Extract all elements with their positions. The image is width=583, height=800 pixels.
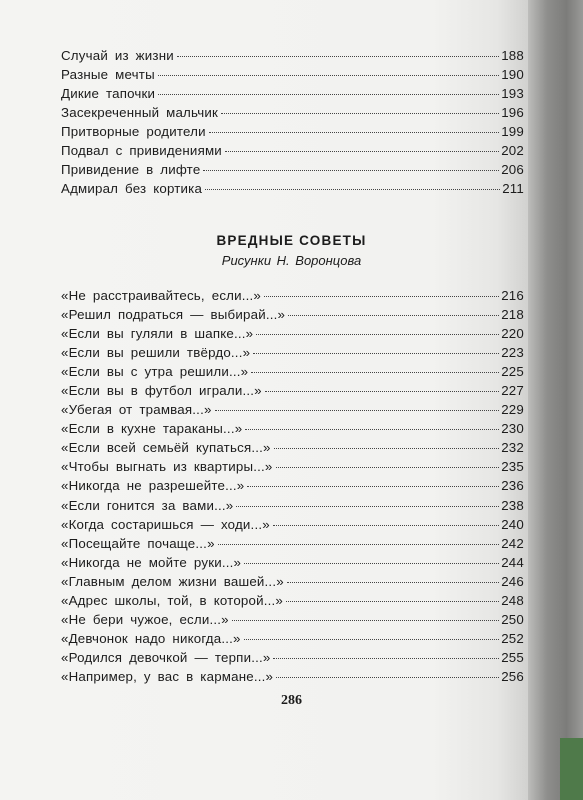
dot-leader bbox=[177, 56, 499, 57]
toc-entry bbox=[61, 457, 524, 476]
dot-leader bbox=[288, 315, 499, 316]
toc-entry bbox=[61, 610, 524, 629]
toc-entry-page: 193 bbox=[501, 86, 524, 102]
section-subtitle: Рисунки Н. Воронцова bbox=[221, 253, 362, 268]
dot-leader bbox=[276, 677, 499, 678]
dot-leader bbox=[251, 372, 499, 373]
toc-entry bbox=[61, 648, 524, 667]
toc-entry bbox=[61, 84, 524, 103]
toc-entry-title: «Адрес школы, той, в которой...» bbox=[61, 592, 284, 608]
dot-leader bbox=[287, 582, 499, 583]
toc-entry bbox=[61, 122, 524, 141]
toc-entry bbox=[61, 476, 524, 495]
toc-entry-page: 244 bbox=[501, 554, 524, 570]
toc-entry-title: «Никогда не мойте руки...» bbox=[61, 554, 242, 570]
toc-entry-title: «Родился девочкой — терпи...» bbox=[61, 649, 271, 665]
toc-entry-title: «Посещайте почаще...» bbox=[61, 535, 215, 551]
toc-entry-title: Разные мечты bbox=[61, 67, 155, 83]
toc-entry-title: «Если вы гуляли в шапке...» bbox=[61, 326, 254, 342]
toc-entry-title: «Чтобы выгнать из квартиры...» bbox=[61, 459, 273, 475]
dot-leader bbox=[253, 353, 499, 354]
toc-entry bbox=[61, 343, 524, 362]
dot-leader bbox=[245, 429, 499, 430]
toc-entry bbox=[61, 381, 524, 400]
dot-leader bbox=[273, 658, 499, 659]
toc-entry-title: Подвал с привидениями bbox=[61, 143, 222, 159]
dot-leader bbox=[158, 94, 499, 95]
toc-entry bbox=[61, 305, 524, 324]
toc-entry bbox=[61, 400, 524, 419]
toc-entry-title: Засекреченный мальчик bbox=[61, 105, 219, 121]
toc-entry-page: 256 bbox=[501, 668, 524, 684]
toc-entry-title: «Когда состаришься — ходи...» bbox=[61, 516, 270, 532]
toc-entry-title: Случай из жизни bbox=[61, 48, 174, 63]
dot-leader bbox=[274, 448, 500, 449]
toc-entry bbox=[61, 438, 524, 457]
toc-entry bbox=[61, 65, 524, 84]
dot-leader bbox=[225, 151, 499, 152]
toc-entry bbox=[61, 286, 524, 305]
toc-entry-title: «Например, у вас в кармане...» bbox=[61, 668, 274, 684]
toc-entry bbox=[61, 179, 524, 198]
dot-leader bbox=[232, 620, 499, 621]
toc-entry-page: 211 bbox=[502, 181, 524, 197]
toc-entry bbox=[61, 515, 524, 534]
toc-entry-page: 236 bbox=[501, 478, 524, 494]
book-spine-shadow bbox=[528, 0, 583, 800]
toc-entry-page: 225 bbox=[501, 364, 524, 380]
toc-entry-title: «Не расстраивайтесь, если...» bbox=[61, 288, 262, 303]
toc-entry bbox=[61, 362, 524, 381]
toc-entry-page: 229 bbox=[501, 402, 524, 418]
toc-entry bbox=[61, 591, 524, 610]
toc-entry-title: «Если вы решили твёрдо...» bbox=[61, 345, 251, 361]
background-strip bbox=[560, 738, 583, 800]
toc-list-part-1 bbox=[61, 46, 524, 198]
toc-list-part-2 bbox=[61, 286, 524, 686]
toc-entry-title: «Если гонится за вами...» bbox=[61, 497, 234, 513]
toc-entry-page: 188 bbox=[501, 48, 524, 63]
dot-leader bbox=[215, 410, 500, 411]
toc-entry bbox=[61, 553, 524, 572]
dot-leader bbox=[244, 563, 499, 564]
dot-leader bbox=[218, 544, 500, 545]
dot-leader bbox=[265, 391, 499, 392]
dot-leader bbox=[256, 334, 499, 335]
dot-leader bbox=[205, 189, 500, 190]
toc-entry-page: 202 bbox=[501, 143, 524, 159]
dot-leader bbox=[209, 132, 499, 133]
toc-entry-title: Притворные родители bbox=[61, 124, 206, 140]
toc-entry-title: «Девчонок надо никогда...» bbox=[61, 630, 241, 646]
toc-entry-page: 242 bbox=[501, 535, 524, 551]
dot-leader bbox=[273, 525, 499, 526]
toc-entry-page: 190 bbox=[501, 67, 524, 83]
toc-entry-title: «Если всей семьёй купаться...» bbox=[61, 440, 271, 456]
dot-leader bbox=[264, 296, 499, 297]
toc-entry-page: 227 bbox=[501, 383, 524, 399]
toc-entry-page: 252 bbox=[501, 630, 524, 646]
toc-entry-page: 238 bbox=[501, 497, 524, 513]
dot-leader bbox=[203, 170, 499, 171]
section-title: ВРЕДНЫЕ СОВЕТЫ bbox=[216, 233, 367, 248]
toc-entry bbox=[61, 419, 524, 438]
toc-entry bbox=[61, 572, 524, 591]
toc-entry-page: 246 bbox=[501, 573, 524, 589]
toc-entry-title: «Если вы с утра решили...» bbox=[61, 364, 249, 380]
toc-entry-title: «Решил подраться — выбирай...» bbox=[61, 307, 286, 323]
toc-entry-page: 230 bbox=[501, 421, 524, 437]
dot-leader bbox=[276, 467, 500, 468]
toc-entry bbox=[61, 534, 524, 553]
dot-leader bbox=[158, 75, 499, 76]
toc-entry-title: «Никогда не разрешейте...» bbox=[61, 478, 245, 494]
toc-entry-page: 232 bbox=[501, 440, 524, 456]
toc-entry-title: Привидение в лифте bbox=[61, 162, 201, 178]
toc-entry bbox=[61, 629, 524, 648]
toc-entry-page: 250 bbox=[501, 611, 524, 627]
toc-entry-page: 235 bbox=[501, 459, 524, 475]
toc-entry-page: 223 bbox=[501, 345, 524, 361]
toc-entry-title: «Главным делом жизни вашей...» bbox=[61, 573, 284, 589]
toc-entry-title: «Если в кухне тараканы...» bbox=[61, 421, 243, 437]
toc-entry-page: 199 bbox=[501, 124, 524, 140]
dot-leader bbox=[221, 113, 499, 114]
toc-entry bbox=[61, 160, 524, 179]
toc-entry-title: Адмирал без кортика bbox=[61, 181, 203, 197]
toc-entry-page: 248 bbox=[501, 592, 524, 608]
toc-entry-title: «Убегая от трамвая...» bbox=[61, 402, 212, 418]
toc-entry-title: «Если вы в футбол играли...» bbox=[61, 383, 262, 399]
toc-entry-page: 255 bbox=[501, 649, 524, 665]
toc-entry-page: 216 bbox=[501, 288, 524, 303]
toc-entry-page: 196 bbox=[501, 105, 524, 121]
toc-entry-title: Дикие тапочки bbox=[61, 86, 156, 102]
toc-entry bbox=[61, 667, 524, 686]
toc-entry-page: 240 bbox=[501, 516, 524, 532]
dot-leader bbox=[236, 506, 499, 507]
page-number: 286 bbox=[281, 693, 302, 708]
dot-leader bbox=[244, 639, 500, 640]
dot-leader bbox=[247, 486, 499, 487]
toc-entry bbox=[61, 46, 524, 65]
toc-entry-title: «Не бери чужое, если...» bbox=[61, 611, 229, 627]
toc-entry-page: 220 bbox=[501, 326, 524, 342]
toc-entry bbox=[61, 496, 524, 515]
toc-entry-page: 218 bbox=[501, 307, 524, 323]
dot-leader bbox=[286, 601, 499, 602]
toc-entry bbox=[61, 141, 524, 160]
toc-entry bbox=[61, 324, 524, 343]
toc-entry-page: 206 bbox=[501, 162, 524, 178]
toc-entry bbox=[61, 103, 524, 122]
